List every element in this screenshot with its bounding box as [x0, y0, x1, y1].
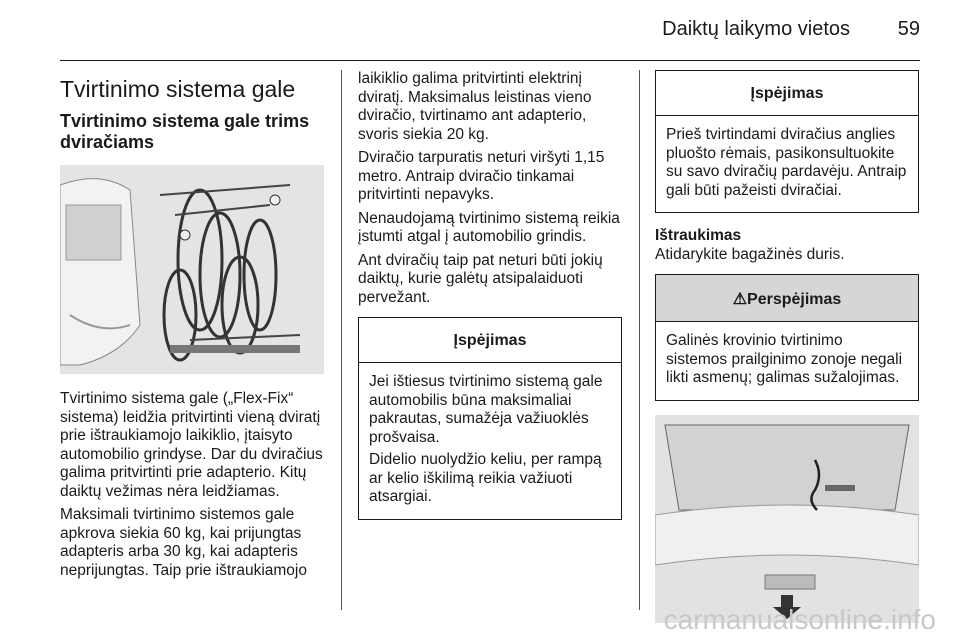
- column-1: [60, 70, 324, 585]
- column-divider-2: [639, 70, 640, 610]
- header-title: Daiktų laikymo vietos: [662, 18, 850, 40]
- watermark: carmanualsonline.info: [663, 604, 936, 635]
- column-2: [358, 70, 622, 534]
- notice-box-clearance: [358, 317, 622, 520]
- bike-carrier-drawing: [60, 165, 324, 374]
- instruction-open-tailgate: Atidarykite bagažinės duris.: [655, 245, 845, 263]
- bumper-illustration: [655, 415, 919, 623]
- paragraph-wheelbase: Dviračio tarpuratis neturi viršyti 1,15 metro. Antraip dviračio tinkamai pritvirtinti nepavyks.: [358, 149, 605, 203]
- warning-box: [655, 274, 919, 401]
- section-title: Tvirtinimo sistema gale: [60, 76, 296, 102]
- paragraph-stow: Nenaudojamą tvirtinimo sistemą reikia įstumti atgal į automobilio grindis.: [358, 209, 620, 245]
- bumper-drawing: [655, 415, 919, 623]
- paragraph-intro: Tvirtinimo sistema gale („Flex-Fix“ sistema) leidžia pritvirtinti vieną dviratį prie ištraukiamojo laikiklio, įtaisyto automobilio grindyse. Dar du dviračius galima pritvirtinti prie adapterio. Kitų daiktų vežimas nėra leidžiamas.: [60, 390, 323, 500]
- extension-heading: Ištraukimas: [655, 227, 742, 244]
- paragraph-loose-items: Ant dviračių taip pat neturi būti jokių daiktų, kurie galėtų atsipalaiduoti pervežant.: [358, 251, 603, 306]
- page-number: 59: [897, 18, 920, 40]
- notice-text-carbon: Prieš tvirtindami dviračius anglies pluošto rėmais, pasikonsultuokite su savo dviračių pardavėju. Antraip gali būti pažeisti dviračiai.: [666, 126, 907, 199]
- warning-text: Galinės krovinio tvirtinimo sistemos prailginimo zonoje negali likti asmenų; galimas sužalojimas.: [666, 332, 903, 386]
- warning-header: [656, 275, 918, 322]
- bike-carrier-illustration: [60, 165, 324, 374]
- notice-title: Įspėjimas: [359, 318, 621, 363]
- notice-box-carbon: [655, 70, 919, 213]
- paragraph-ebike: laikiklio galima pritvirtinti elektrinį dviratį. Maksimalus leistinas vieno dviračio, tvirtinamo ant adapterio, svoris siekia 20 kg.: [358, 70, 592, 143]
- subsection-title: Tvirtinimo sistema gale trims dviračiams: [60, 111, 310, 152]
- warning-icon: ⚠: [732, 291, 748, 308]
- column-divider-1: [341, 70, 342, 610]
- page-header: [60, 0, 920, 61]
- notice-text-clearance: Jei ištiesus tvirtinimo sistemą gale automobilis būna maksimaliai pakrautas, sumažėja važiuoklės prošvaisa.: [369, 373, 603, 446]
- paragraph-load: Maksimali tvirtinimo sistemos gale apkrova siekia 60 kg, kai prijungtas adapteris arba 30 kg, kai adapteris neprijungtas. Taip prie ištraukiamojo: [60, 506, 307, 579]
- notice-title: Įspėjimas: [656, 71, 918, 116]
- column-3: [655, 70, 919, 623]
- warning-title: Perspėjimas: [747, 291, 842, 308]
- notice-text-ramp: Didelio nuolydžio keliu, per rampą ar kelio iškilimą reikia važiuoti atsargiai.: [369, 451, 602, 505]
